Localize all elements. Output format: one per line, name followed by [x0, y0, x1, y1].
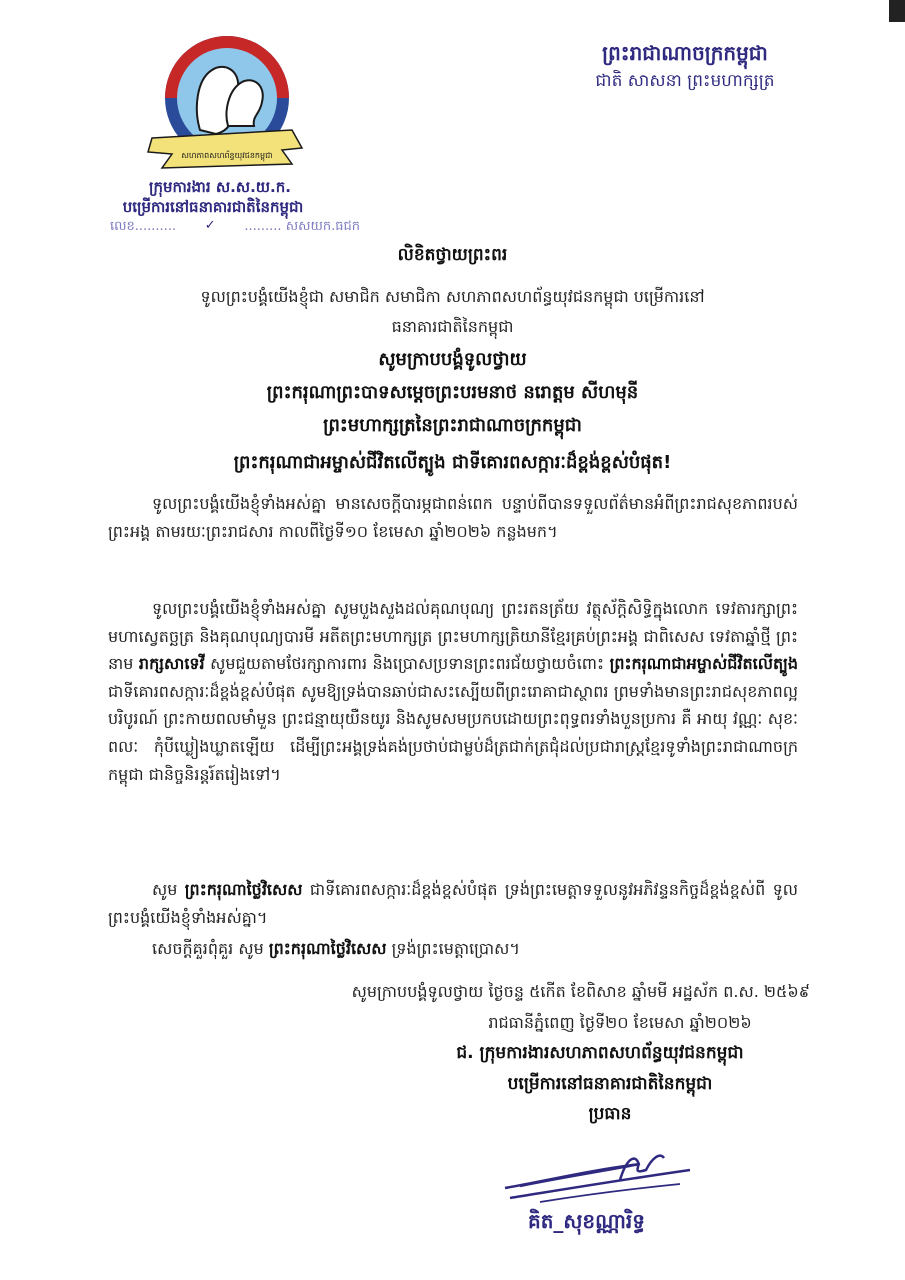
- para3-emphasis: ព្រះករុណាថ្លៃវិសេស: [184, 880, 303, 899]
- paragraph-2: [108, 595, 798, 788]
- letter-title: លិខិតថ្វាយព្រះពរ: [397, 245, 508, 265]
- logo-emblem-icon: [132, 30, 322, 180]
- ref-label: លេខ..........: [110, 219, 177, 234]
- para4-text-c: ទ្រង់ព្រះមេត្តាប្រោស។: [391, 939, 520, 958]
- org-name-line2: បម្រើការនៅធនាគារជាតិនៃកម្ពុជា: [122, 198, 304, 216]
- address-line-4: ព្រះករុណាជាអម្ចាស់ជីវិតលើត្បូង ជាទីគោរពសក្ការៈដ៏ខ្ពង់ខ្ពស់បំផុត!: [233, 452, 672, 473]
- address-line-3: ព្រះមហាក្សត្រនៃព្រះរាជាណាចក្រកម្ពុជា: [323, 415, 582, 436]
- ref-code: ......... សសយក.ធជក: [244, 219, 360, 234]
- signer-name: គិត_សុខណ្ណារិទ្ធ: [528, 1209, 645, 1233]
- para3-text-c: ជាទីគោរពសក្ការៈដ៏ខ្ពង់ខ្ពស់បំផុត ទ្រង់ព្រះមេត្តាទទួលនូវអភិវន្ទនកិច្ចដ៏ខ្ពង់ខ្ពស់ពី ទូលព្រះបង្គំយើងខ្ញុំទាំងអស់គ្នា។: [108, 880, 798, 927]
- signing-organization-2: បម្រើការនៅធនាគារជាតិនៃកម្ពុជា: [507, 1074, 713, 1094]
- organization-logo: [112, 30, 342, 180]
- para4-emphasis: ព្រះករុណាថ្លៃវិសេស: [268, 939, 387, 958]
- paragraph-4: [108, 935, 798, 963]
- org-name-line1: ក្រុមការងារ ស.ស.យ.ក.: [149, 178, 291, 196]
- para2-text-c: សូមជួយតាមថែរក្សាការពារ និងប្រោសប្រទានព្រះពរជ័យថ្វាយចំពោះ: [210, 654, 605, 674]
- para2-text-a: ទូលព្រះបង្គំយើងខ្ញុំទាំងអស់គ្នា សូមបួងសួងដល់គុណបុណ្យ ព្រះរតនត្រ័យ វត្ថុស័ក្តិសិទ្ធិក្នុងលោក ទេវតារក្សាព្រះមហាស្វេតច្ឆត្រ និងគុណបុណ្យបារមី អតីតព្រះមហាក្សត្រ ព្រះមហាក្សត្រិយានីខ្មែរគ្រប់ព្រះអង្គ ជាពិសេស ទេវតាឆ្នាំថ្មី ព្រះនាម: [108, 599, 798, 674]
- closing-date-lunar: សូមក្រាបបង្គំទូលថ្វាយ ថ្ងៃចន្ទ ៥កើត ខែពិសាខ ឆ្នាំមមី អដ្ឋស័ក ព.ស. ២៥៦៩: [351, 982, 810, 1001]
- reference-number: [110, 218, 360, 237]
- scan-corner-mark: [889, 0, 905, 22]
- para2-emphasis-deity: រាក្សសាទេវី: [138, 654, 205, 674]
- national-motto: ជាតិ សាសនា ព្រះមហាក្សត្រ: [595, 71, 775, 91]
- para4-text-a: សេចក្តីគួរពុំគួរ សូម: [152, 939, 264, 958]
- signing-organization-1: ជ. ក្រុមការងារសហភាពសហព័ន្ធយុវជនកម្ពុជា: [456, 1043, 744, 1063]
- kingdom-heading: ព្រះរាជាណាចក្រកម្ពុជា: [602, 41, 768, 65]
- checkmark-icon: ✓: [204, 218, 216, 233]
- para3-text-a: សូម: [152, 880, 178, 899]
- closing-date-place: រាជធានីភ្នំពេញ ថ្ងៃទី២០ ខែមេសា ឆ្នាំ២០២៦: [488, 1013, 752, 1032]
- logo-banner-text: សហភាពសហព័ន្ធយុវជនកម្ពុជា: [181, 151, 273, 160]
- signature-icon: [500, 1140, 700, 1210]
- para2-text-e: ជាទីគោរពសក្ការៈដ៏ខ្ពង់ខ្ពស់បំផុត សូមឱ្យទ្រង់បានឆាប់ជាសះស្បើយពីព្រះរោគាជាស្ថាពរ ព្រមទាំងមានព្រះរាជសុខភាពល្អបរិបូរណ៍ ព្រះកាយពលមាំមួន ព្រះជន្មាយុយឺនយូរ និងសូមសមប្រកបដោយព្រះពុទ្ធពរទាំងបួនប្រការ គឺ អាយុ វណ្ណៈ សុខៈ ពលៈ កុំបីឃ្លៀងឃ្លាតឡើយ ដើម្បីព្រះអង្គទ្រង់គង់ប្រថាប់ជាម្លប់ដ៏ត្រជាក់ត្រជុំដល់ប្រជារាស្ត្រខ្មែរទូទាំងព្រះរាជាណាចក្រកម្ពុជា ជានិច្ចនិរន្តរ៍តរៀងទៅ។: [108, 681, 798, 784]
- paragraph-3: [108, 876, 798, 931]
- intro-line-2: ធនាគារជាតិនៃកម្ពុជា: [391, 317, 514, 336]
- paragraph-1: ទូលព្រះបង្គំយើងខ្ញុំទាំងអស់គ្នា មានសេចក្តីបារម្ភជាពន់ពេក បន្ទាប់ពីបានទទួលព័ត៌មានអំពីព្រះរាជសុខភាពរបស់ព្រះអង្គ តាមរយៈព្រះរាជសារ កាលពីថ្ងៃទី១០ ខែមេសា ឆ្នាំ២០២៦ កន្លងមក។: [108, 494, 798, 541]
- address-line-2: ព្រះករុណាព្រះបាទសម្តេចព្រះបរមនាថ នរោត្តម សីហមុនី: [266, 382, 639, 403]
- signer-title: ប្រធាន: [588, 1104, 632, 1124]
- address-line-1: សូមក្រាបបង្គំទូលថ្វាយ: [378, 349, 527, 370]
- para2-emphasis-king: ព្រះករុណាជាអម្ចាស់ជីវិតលើត្បូង: [609, 654, 799, 674]
- intro-line-1: ទូលព្រះបង្គំយើងខ្ញុំជា សមាជិក សមាជិកា សហភាពសហព័ន្ធយុវជនកម្ពុជា បម្រើការនៅ: [200, 287, 705, 306]
